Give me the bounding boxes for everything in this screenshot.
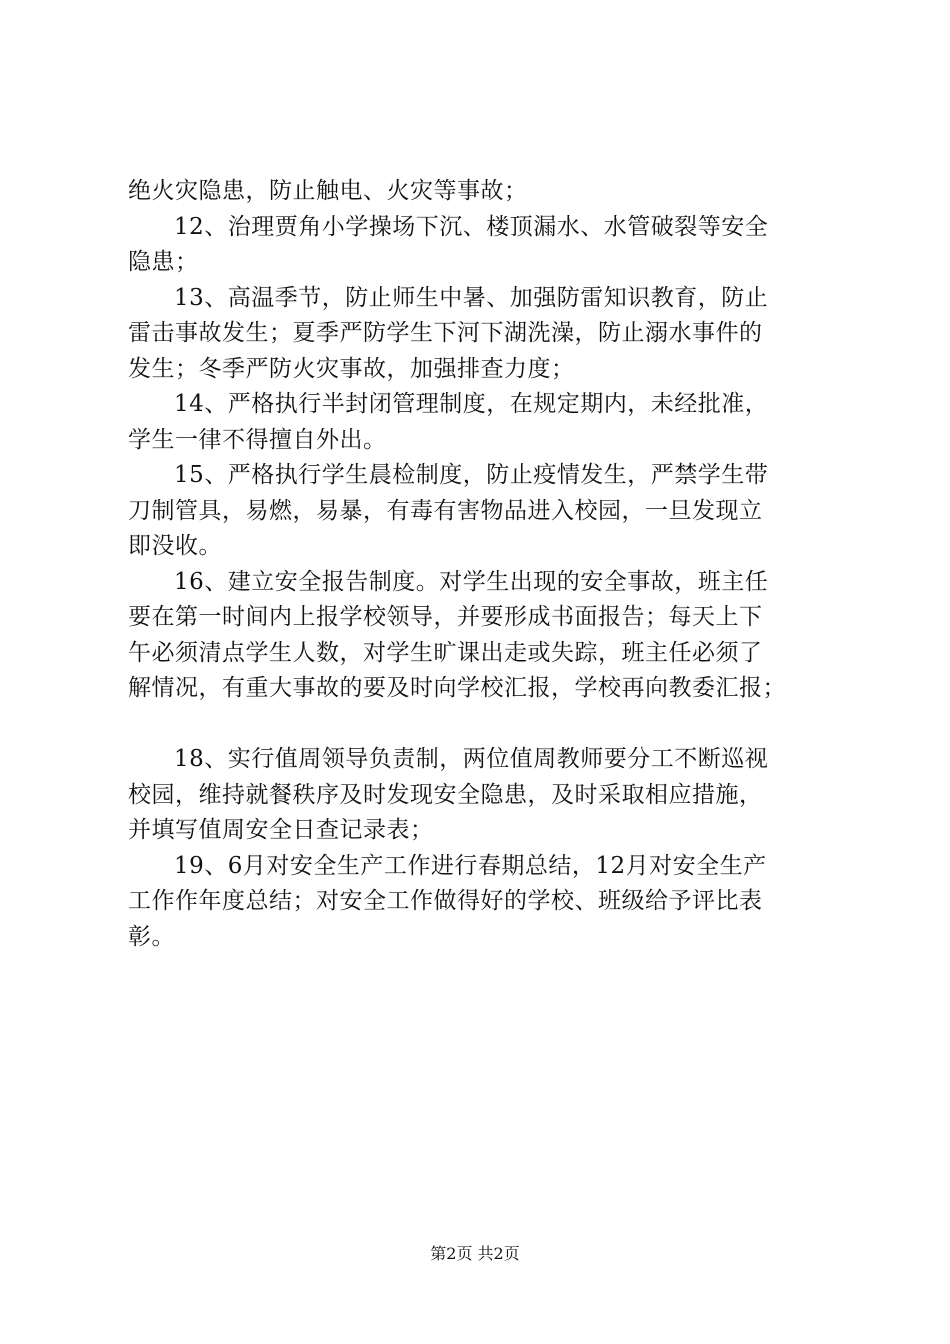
list-item-14: 14、严格执行半封闭管理制度，在规定期内，未经批准， [174, 391, 769, 417]
text-line: 即没收。 [128, 533, 222, 559]
page-number-footer: 第2页 共2页 [430, 1244, 520, 1263]
text-line: 绝火灾隐患，防止触电、火灾等事故； [128, 178, 528, 204]
text-line: 雷击事故发生；夏季严防学生下河下湖洗澡，防止溺水事件的 [128, 320, 763, 346]
paragraph-gap [128, 707, 848, 743]
text-line: 午必须清点学生人数，对学生旷课出走或失踪，班主任必须了 [128, 639, 763, 666]
text-line: 要在第一时间内上报学校领导，并要形成书面报告；每天上下 [128, 604, 763, 630]
list-item-15: 15、严格执行学生晨检制度，防止疫情发生，严禁学生带 [174, 462, 769, 488]
text-line: 隐患； [128, 249, 199, 275]
text-line: 学生一律不得擅自外出。 [128, 426, 387, 453]
list-item-18: 18、实行值周领导负责制，两位值周教师要分工不断巡视 [174, 746, 769, 772]
list-item-19: 19、6月对安全生产工作进行春期总结，12月对安全生产 [174, 852, 767, 879]
list-item-12: 12、治理贾角小学操场下沉、楼顶漏水、水管破裂等安全 [174, 213, 769, 240]
list-item-13: 13、高温季节，防止师生中暑、加强防雷知识教育，防止 [174, 284, 769, 311]
text-line: 刀制管具，易燃，易暴，有毒有害物品进入校园，一旦发现立 [128, 497, 763, 524]
text-line: 并填写值周安全日查记录表； [128, 817, 434, 843]
text-line: 工作作年度总结；对安全工作做得好的学校、班级给予评比表 [128, 888, 763, 914]
text-line: 发生；冬季严防火灾事故，加强排查力度； [128, 355, 575, 382]
list-item-16: 16、建立安全报告制度。对学生出现的安全事故，班主任 [174, 568, 769, 595]
text-line: 解情况，有重大事故的要及时向学校汇报，学校再向教委汇报； [128, 675, 786, 701]
text-line: 彰。 [128, 923, 175, 950]
text-line: 校园，维持就餐秩序及时发现安全隐患，及时采取相应措施， [128, 781, 763, 808]
document-body [128, 174, 848, 955]
